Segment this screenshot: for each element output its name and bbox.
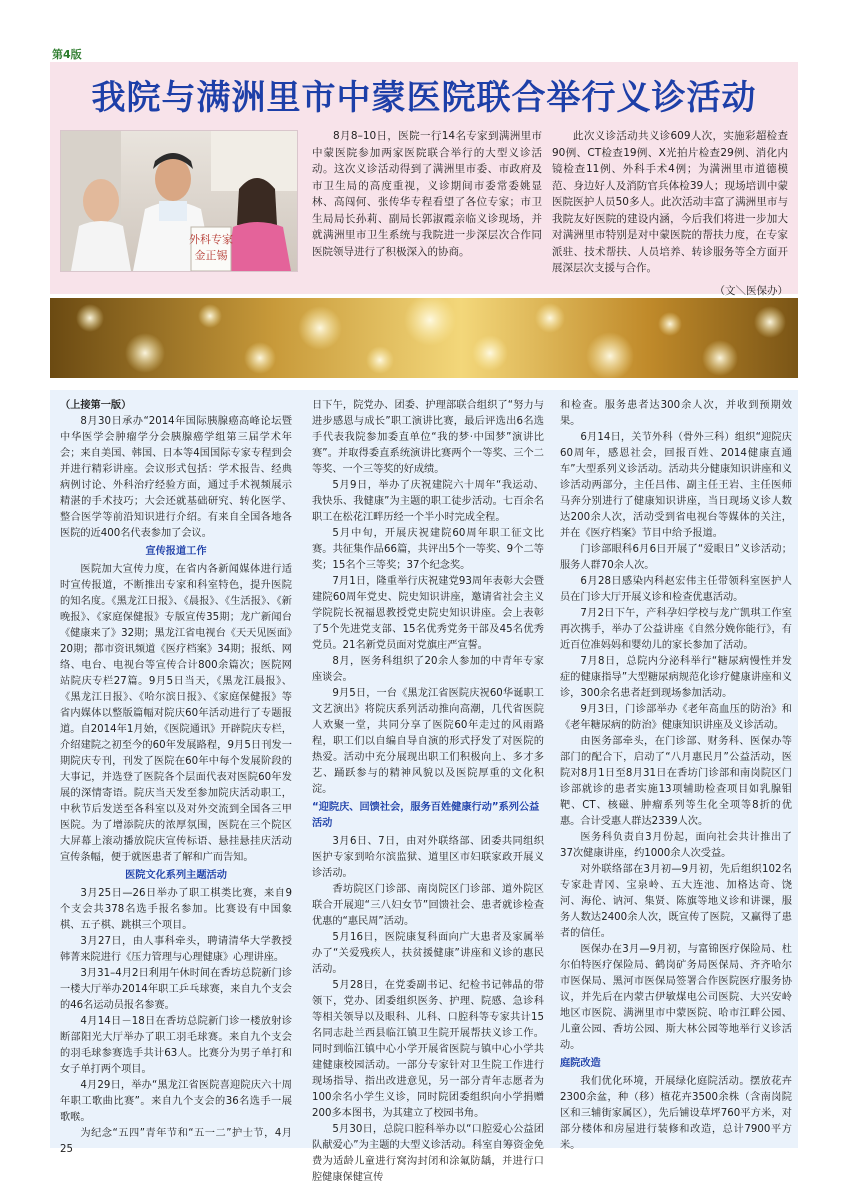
paragraph: 3月25日—26日举办了职工棋类比赛，来自9个支会共378名选手报名参加。比赛设有中国象棋、五子棋、跳棋三个项目。 — [60, 888, 292, 931]
paragraph: 6月14日，关节外科（骨外三科）组织“迎院庆60周年，感恩社会，回报百姓、2014健康直通车”大型系列义诊活动。活动共分健康知识讲座和义诊活动两部分，主任吕伟、副主任王岩、主任医师马奔分别进行了健康知识讲座，当日现场义诊人数达200余人次，活动受到省电视台等媒体的关注，并在《医疗档案》节目中给予报道。 — [560, 432, 792, 539]
top-article-col1 — [312, 128, 542, 260]
paragraph: 医保办在3月—9月初，与富锦医疗保险局、杜尔伯特医疗保险局、鹤岗矿务局医保局、齐齐哈尔市医保局、黑河市医保局签署合作医院医疗服务协议，并先后在内蒙古伊敏煤电公司医院、大兴安岭地区市医院、满洲里市中蒙医院、哈市江畔公园、儿童公园、香坊公园、斯大林公园等地举行义诊活动。 — [560, 944, 792, 1051]
paragraph: 5月28日，在党委副书记、纪检书记韩晶的带领下，党办、团委组织医务、护理、院感、急诊科等相关领导以及眼科、儿科、口腔科等专家共计15名同志赴兰西县临江镇卫生院开展帮扶义诊工作。同时到临江镇中心小学开展省医院与镇中心小学共建健康校园活动。一部分专家针对卫生院工作进行现场指导、指出改进意见，另一部分青年志愿者为100余名小学生义诊，同时院团委组织向小学捐赠200多本图书，为其建立了校园书角。 — [312, 980, 544, 1119]
photo-sign-text: 金正锡 — [194, 249, 228, 262]
paragraph: 8月，医务科组织了20余人参加的中青年专家座谈会。 — [312, 656, 544, 683]
continued-marker: （上接第一版） — [60, 400, 132, 411]
bokeh-background — [50, 298, 798, 378]
top-article-signoff: （文＼医保办） — [714, 284, 788, 297]
paragraph: 3月31–4月2日利用午休时间在香坊总院新门诊一楼大厅举办2014年职工乒乓球赛，来自九个支会的46名运动员报名参赛。 — [60, 968, 292, 1011]
paragraph: 9月3日，门诊部举办《老年高血压的防治》和《老年糖尿病的防治》健康知识讲座及义诊活动。 — [560, 704, 792, 731]
top-article-para1: 8月8–10日，医院一行14名专家到满洲里市中蒙医院参加两家医院联合举行的大型义诊活动。这次义诊活动得到了满洲里市委、市政府及市卫生局的高度重视，义诊期间市委常委姚显林、高闯何、张传华专程看望了各位专家；市卫生局局长孙莉、副局长郭淑霞亲临义诊现场，并就满洲里市卫生系统与我院进一步深层次合作同医院领导进行了积极深入的协商。 — [312, 130, 542, 258]
paragraph: 5月30日，总院口腔科举办以“口腔爱心公益团队献爱心”为主题的大型义诊活动。科室自筹资金免费为适龄儿童进行窝沟封闭和涂氟防龋，并进行口腔健康保健宣传 — [312, 1124, 544, 1183]
paragraph: 7月1日，隆重举行庆祝建党93周年表彰大会暨建院60周年党史、院史知识讲座，邀请省社会主义学院院长祝福恩教授党史院史知识讲座。会上表彰了5个先进党支部、15名优秀党务干部及45名优秀党员。21名新党员面对党旗庄严宣誓。 — [312, 576, 544, 651]
article-column-3 — [560, 398, 792, 1154]
section-heading: 庭院改造 — [560, 1058, 601, 1069]
paragraph: 和检查。服务患者达300余人次，并收到预期效果。 — [560, 400, 792, 427]
paragraph: 7月2日下午，产科孕妇学校与龙广凯琪工作室再次携手，举办了公益讲座《自然分娩你能行》，有近百位准妈妈和婴幼儿的家长参加了活动。 — [560, 608, 792, 651]
doctor-photo — [60, 130, 298, 272]
paragraph: 由医务部牵头，在门诊部、财务科、医保办等部门的配合下，启动了“八月惠民月”公益活动，医院对8月1日至8月31日在香坊门诊部和南岗院区门诊部就诊的患者实施13项辅助检查项目如乳腺钼靶、CT、核磁、肿瘤系列等生化全项等8折的优惠。合计受惠人群达2339人次。 — [560, 736, 792, 827]
paragraph: 5月9日，举办了庆祝建院六十周年“我运动、我快乐、我健康”为主题的职工徒步活动。七百余名职工在松花江畔历经一个半小时完成全程。 — [312, 480, 544, 523]
paragraph: 我们优化环境，开展绿化庭院活动。摆放花卉2300余盆，种（移）植花卉3500余株（含南岗院区和三辅街家属区），先后铺设草坪760平方米，对部分楼体和房屋进行装修和改造，总计7900平方米。 — [560, 1076, 792, 1151]
top-article-para2: 此次义诊活动共义诊609人次，实施彩超检查90例、CT检查19例、X光拍片检查29例、消化内镜检查11例、外科手术4例；为满洲里市道德模范、身边好人及消防官兵体检39人；现场培训中蒙医院医护人员50多人。此次活动丰富了满洲里市与我院友好医院的建设内涵，今后我们将进一步加大对满洲里市特别是对中蒙医院的帮扶力度，在专家派驻、技术帮扶、人员培养、转诊服务等全方面开展深层次支援与合作。 — [552, 130, 788, 274]
paragraph: 门诊部眼科6月6日开展了“爱眼日”义诊活动；服务人群70余人次。 — [560, 544, 792, 571]
paragraph: 3月6日、7日，由对外联络部、团委共同组织医护专家到哈尔滨监狱、道里区市妇联家政开展义诊活动。 — [312, 836, 544, 879]
article-column-1 — [60, 398, 292, 1158]
paragraph: 香坊院区门诊部、南岗院区门诊部、道外院区联合开展迎“三八妇女节”回馈社会、患者就诊检查优惠的“惠民周”活动。 — [312, 884, 544, 927]
headline: 我院与满洲里市中蒙医院联合举行义诊活动 — [91, 78, 757, 118]
paragraph: 日下午，院党办、团委、护理部联合组织了“努力与进步感恩与成长”职工演讲比赛，最后评选出6名选手代表我院参加委直单位“我的梦·中国梦”演讲比赛”。并取得委直系统演讲比赛两个一等奖、三个二等奖、一个三等奖的好成绩。 — [312, 400, 544, 475]
paragraph: 8月30日承办“2014年国际胰腺癌高峰论坛暨中华医学会肿瘤学分会胰腺癌学组第三届学术年会；来自美国、韩国、日本等4国国际专家专程到会并进行精彩讲座。会议形式包括：学术报告、经典病例讨论、外科治疗经验方面，通过手术视频展示精湛的手术技巧；大会还就基础研究、转化医学、整合医学等前沿知识进行介绍。有来自全国各地各医院的近400名代表参加了会议。 — [60, 416, 292, 539]
paragraph: 对外联络部在3月初—9月初，先后组织102名专家赴青冈、宝泉岭、五大连池、加格达奇、饶河、海伦、讷河、集贤、陈旗等地义诊和讲课，服务人数达2400余人次，既宣传了医院，又赢得了患者的信任。 — [560, 864, 792, 939]
paragraph: 医务科负责自3月份起，面向社会共计推出了37次健康讲座，约1000余人次受益。 — [560, 832, 792, 859]
article-column-2 — [312, 398, 544, 1186]
photo-sign-text: 外科专家 — [189, 233, 233, 246]
paragraph: 医院加大宣传力度，在省内各新闻媒体进行适时宣传报道，不断推出专家和科室特色，提升医院的知名度。《黑龙江日报》、《晨报》、《生活报》、《新晚报》、《家庭保健报》专版宣传35期；龙广新闻台《健康来了》32期；黑龙江省电视台《天天见医面》20期；都市资讯频道《医疗档案》34期；报纸、网络、电台、电视台等宣传合计800余篇次；医院网站院庆专栏27篇。9月5日当天，《黑龙江晨报》、《黑龙江日报》、《哈尔滨日报》、《家庭保健报》等省内媒体以整版篇幅对院庆60年活动进行了专题报道。自2014年1月始，《医院通讯》开辟院庆专栏，介绍建院之初至今的60年发展路程，9月5日刊发一期院庆专刊，刊发了医院在60年中每个发展阶段的大事记，并选登了医院各个层面代表对医院60年发展的深情寄语。院庆当天发至参加院庆活动职工，中秋节后发送至各科室以及对外交流到全国各三甲医院。为了增添院庆的浓厚氛围，医院在三个院区大屏幕上滚动播放院庆宣传标语、悬挂悬挂庆活动宣传条幅，便于就医患者了解和广而告知。 — [60, 564, 292, 863]
section-heading: “迎院庆、回馈社会，服务百姓健康行动”系列公益活动 — [312, 802, 540, 829]
paragraph: 3月27日，由人事科牵头，聘请清华大学教授韩菁来院进行《压力管理与心理健康》心理讲座。 — [60, 936, 292, 963]
section-heading: 医院文化系列主题活动 — [125, 870, 227, 881]
paragraph: 6月28日感染内科赵宏伟主任带领科室医护人员在门诊大厅开展义诊和检查优惠活动。 — [560, 576, 792, 603]
top-article-col2 — [552, 128, 788, 299]
paragraph: 7月8日，总院内分泌科举行“糖尿病慢性并发症的健康指导”大型糖尿病规范化诊疗健康讲座和义诊，300余名患者赶到现场参加活动。 — [560, 656, 792, 699]
paragraph: 为纪念“五四”青年节和“五一二”护士节，4月25 — [60, 1128, 292, 1155]
section-heading: 宣传报道工作 — [145, 546, 207, 557]
paragraph: 5月中旬，开展庆祝建院60周年职工征文比赛。共征集作品66篇，共评出5个一等奖、9个二等奖；15名个三等奖；37个纪念奖。 — [312, 528, 544, 571]
paragraph: 4月29日，举办“黑龙江省医院喜迎院庆六十周年职工歌曲比赛”。来自九个支会的36名选手一展歌喉。 — [60, 1080, 292, 1123]
page-label: 第4版 — [52, 48, 82, 61]
paragraph: 5月16日，医院康复科面向广大患者及家属举办了“关爱残疾人，扶贫援健康”讲座和义诊的惠民活动。 — [312, 932, 544, 975]
photo-illustration — [61, 131, 297, 271]
paragraph: 4月14日－18日在香坊总院新门诊一楼放射诊断部阳光大厅举办了职工羽毛球赛。来自九个支会的羽毛球参赛选手共计63人。比赛分为男子单打和女子单打两个项目。 — [60, 1016, 292, 1075]
gold-bokeh-banner — [50, 298, 798, 378]
paragraph: 9月5日，一台《黑龙江省医院庆祝60华诞职工文艺演出》将院庆系列活动推向高潮，几代省医院人欢聚一堂，共同分享了医院60年走过的风雨路程，职工们以自编自导自演的形式抒发了对医院的热爱。活动中充分展现出职工们积极向上、多才多艺、踊跃参与的精神风貌以及医院厚重的文化积淀。 — [312, 688, 544, 795]
